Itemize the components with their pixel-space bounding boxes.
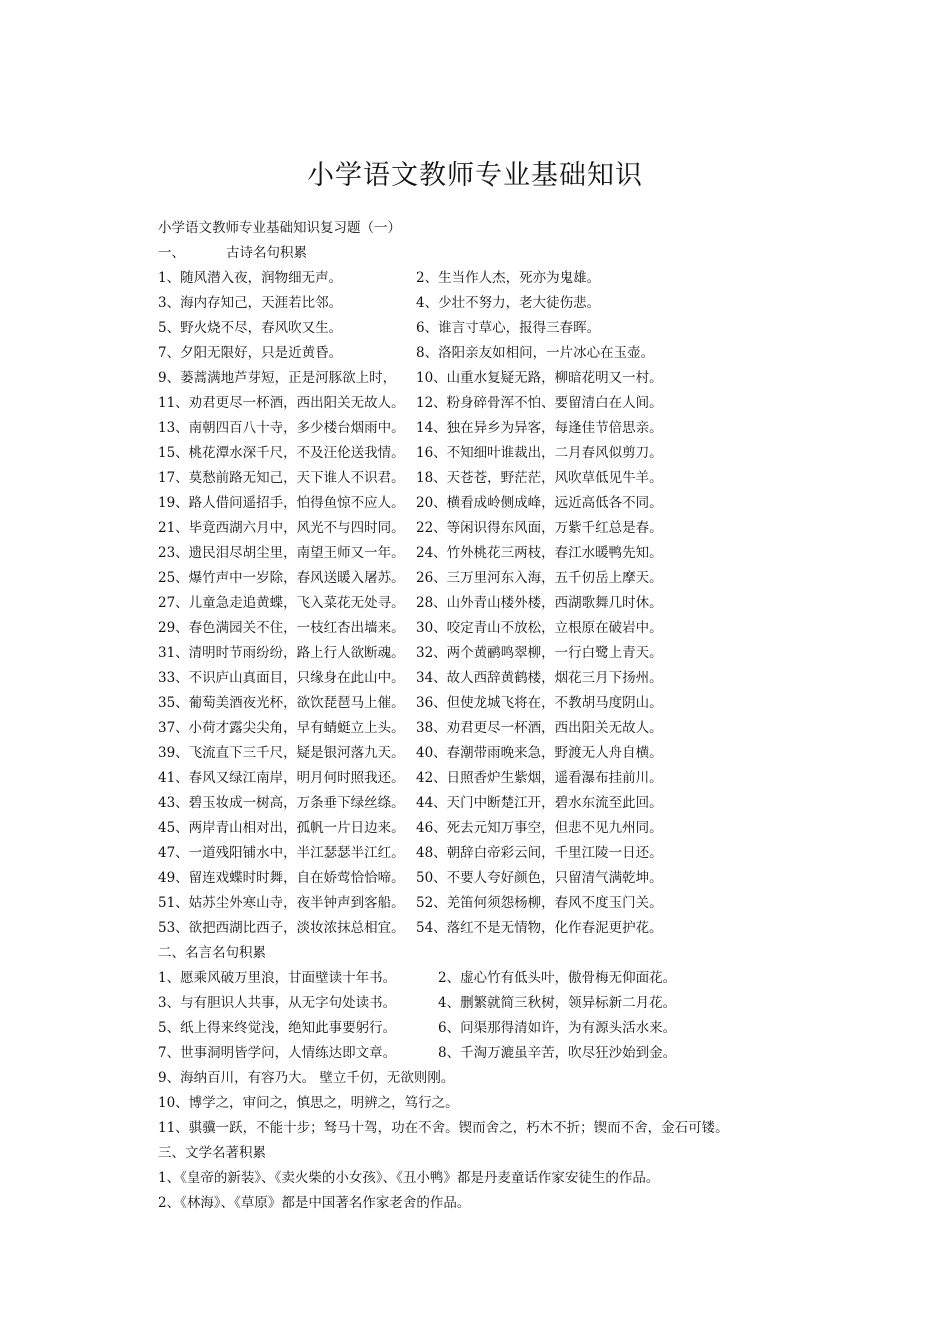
item-right: 40、春潮带雨晚来急，野渡无人舟自横。 (416, 745, 663, 761)
poem-list (158, 266, 918, 941)
item-right: 48、朝辞白帝彩云间，千里江陵一日还。 (416, 845, 663, 861)
item-right: 18、天苍苍，野茫茫，风吹草低见牛羊。 (416, 470, 663, 486)
subtitle: 小学语文教师专业基础知识复习题（一） (158, 220, 401, 236)
item-left: 31、清明时节雨纷纷，路上行人欲断魂。 (158, 645, 405, 661)
list-item (158, 1016, 918, 1041)
list-item (158, 741, 918, 766)
list-item (158, 966, 918, 991)
item-right: 8、千淘万漉虽辛苦，吹尽狂沙始到金。 (438, 1045, 677, 1061)
item-left: 17、莫愁前路无知己，天下谁人不识君。 (158, 470, 405, 486)
item-right: 20、横看成岭侧成峰，远近高低各不同。 (416, 495, 663, 511)
list-item (158, 916, 918, 941)
item-right: 54、落红不是无情物，化作春泥更护花。 (416, 920, 663, 936)
item-right: 46、死去元知万事空，但悲不见九州同。 (416, 820, 663, 836)
item-left: 7、夕阳无限好，只是近黄昏。 (158, 345, 343, 361)
item-right: 16、不知细叶谁裁出，二月春风似剪刀。 (416, 445, 663, 461)
item-right: 6、谁言寸草心，报得三春晖。 (416, 320, 601, 336)
item-left: 37、小荷才露尖尖角，早有蜻蜓立上头。 (158, 720, 405, 736)
item-right: 28、山外青山楼外楼，西湖歌舞几时休。 (416, 595, 663, 611)
list-item (158, 866, 918, 891)
item-right: 2、虚心竹有低头叶，傲骨梅无仰面花。 (438, 970, 677, 986)
classics-list (158, 1166, 918, 1216)
list-item (158, 691, 918, 716)
list-item: 11、骐骥一跃，不能十步；驽马十驾，功在不舍。锲而舍之，朽木不折；锲而不舍，金石可镂。 (158, 1120, 729, 1136)
item-right: 2、生当作人杰，死亦为鬼雄。 (416, 270, 601, 286)
list-item: 9、海纳百川，有容乃大。 壁立千仞，无欲则刚。 (158, 1070, 455, 1086)
list-item (158, 716, 918, 741)
list-item (158, 791, 918, 816)
item-right: 4、删繁就简三秋树，领异标新二月花。 (438, 995, 677, 1011)
document-body (158, 216, 918, 1216)
item-left: 25、爆竹声中一岁除，春风送暖入屠苏。 (158, 570, 405, 586)
list-item (158, 591, 918, 616)
item-right: 12、粉身碎骨浑不怕、要留清白在人间。 (416, 395, 663, 411)
list-item (158, 416, 918, 441)
item-right: 32、两个黄鹂鸣翠柳，一行白鹭上青天。 (416, 645, 663, 661)
item-left: 5、野火烧不尽，春风吹又生。 (158, 320, 343, 336)
section-number: 一、 (158, 245, 185, 261)
list-item: 1、《皇帝的新装》、《卖火柴的小女孩》、《丑小鸭》都是丹麦童话作家安徒生的作品。 (158, 1170, 660, 1186)
item-right: 36、但使龙城飞将在，不教胡马度阴山。 (416, 695, 663, 711)
item-left: 53、欲把西湖比西子，淡妆浓抹总相宜。 (158, 920, 405, 936)
list-item (158, 391, 918, 416)
item-left: 43、碧玉妆成一树高，万条垂下绿丝绦。 (158, 795, 405, 811)
item-right: 14、独在异乡为异客，每逢佳节倍思亲。 (416, 420, 663, 436)
quote-list (158, 966, 918, 1066)
item-right: 4、少壮不努力，老大徒伤悲。 (416, 295, 601, 311)
item-right: 34、故人西辞黄鹤楼，烟花三月下扬州。 (416, 670, 663, 686)
list-item (158, 541, 918, 566)
list-item (158, 766, 918, 791)
list-item (158, 441, 918, 466)
item-left: 51、姑苏尘外寒山寺，夜半钟声到客船。 (158, 895, 405, 911)
item-left: 1、愿乘风破万里浪，甘面壁读十年书。 (158, 970, 397, 986)
item-left: 3、与有胆识人共事，从无字句处读书。 (158, 995, 397, 1011)
item-right: 42、日照香炉生紫烟，遥看瀑布挂前川。 (416, 770, 663, 786)
list-item (158, 566, 918, 591)
list-item (158, 516, 918, 541)
item-left: 7、世事洞明皆学问，人情练达即文章。 (158, 1045, 397, 1061)
list-item (158, 641, 918, 666)
list-item (158, 991, 918, 1016)
list-item (158, 816, 918, 841)
item-left: 13、南朝四百八十寺，多少楼台烟雨中。 (158, 420, 405, 436)
item-right: 38、劝君更尽一杯酒，西出阳关无故人。 (416, 720, 663, 736)
list-item: 10、博学之，审问之，慎思之，明辨之，笃行之。 (158, 1095, 459, 1111)
list-item (158, 616, 918, 641)
list-item (158, 316, 918, 341)
item-left: 39、飞流直下三千尺，疑是银河落九天。 (158, 745, 405, 761)
item-left: 23、遗民泪尽胡尘里，南望王师又一年。 (158, 545, 405, 561)
item-left: 5、纸上得来终觉浅，绝知此事要躬行。 (158, 1020, 397, 1036)
list-item (158, 466, 918, 491)
item-left: 11、劝君更尽一杯酒，西出阳关无故人。 (158, 395, 405, 411)
list-item (158, 1041, 918, 1066)
quote-single-list (158, 1066, 918, 1141)
item-left: 19、路人借问遥招手，怕得鱼惊不应人。 (158, 495, 405, 511)
list-item (158, 366, 918, 391)
item-left: 45、两岸青山相对出，孤帆一片日边来。 (158, 820, 405, 836)
item-left: 29、春色满园关不住，一枝红杏出墙来。 (158, 620, 405, 636)
list-item (158, 891, 918, 916)
item-left: 9、蒌蒿满地芦芽短，正是河豚欲上时， (158, 370, 397, 386)
item-left: 27、儿童急走追黄蝶，飞入菜花无处寻。 (158, 595, 405, 611)
section-heading-poems (158, 241, 918, 266)
list-item (158, 341, 918, 366)
item-left: 41、春风又绿江南岸，明月何时照我还。 (158, 770, 405, 786)
list-item (158, 666, 918, 691)
section-heading-classics: 三、文学名著积累 (158, 1145, 266, 1161)
page-title: 小学语文教师专业基础知识 (307, 160, 643, 191)
item-left: 15、桃花潭水深千尺，不及汪伦送我情。 (158, 445, 405, 461)
section-title: 古诗名句积累 (226, 245, 307, 261)
list-item: 2、《林海》、《草原》都是中国著名作家老舍的作品。 (158, 1195, 471, 1211)
item-right: 6、问渠那得清如许，为有源头活水来。 (438, 1020, 677, 1036)
list-item (158, 841, 918, 866)
list-item (158, 291, 918, 316)
list-item (158, 266, 918, 291)
list-item (158, 491, 918, 516)
item-right: 10、山重水复疑无路，柳暗花明又一村。 (416, 370, 663, 386)
item-left: 35、葡萄美酒夜光杯，欲饮琵琶马上催。 (158, 695, 405, 711)
item-right: 52、羌笛何须怨杨柳，春风不度玉门关。 (416, 895, 663, 911)
item-right: 22、等闲识得东风面，万紫千红总是春。 (416, 520, 663, 536)
item-right: 30、咬定青山不放松，立根原在破岩中。 (416, 620, 663, 636)
item-right: 8、洛阳亲友如相问，一片冰心在玉壶。 (416, 345, 655, 361)
item-right: 50、不要人夸好颜色，只留清气满乾坤。 (416, 870, 663, 886)
item-left: 1、随风潜入夜，润物细无声。 (158, 270, 343, 286)
item-right: 44、天门中断楚江开，碧水东流至此回。 (416, 795, 663, 811)
item-left: 21、毕竟西湖六月中，风光不与四时同。 (158, 520, 405, 536)
item-left: 3、海内存知己，天涯若比邻。 (158, 295, 343, 311)
item-right: 24、竹外桃花三两枝，春江水暖鸭先知。 (416, 545, 663, 561)
section-heading-quotes: 二、名言名句积累 (158, 945, 266, 961)
item-left: 47、一道残阳铺水中，半江瑟瑟半江红。 (158, 845, 405, 861)
item-left: 49、留连戏蝶时时舞，自在娇莺恰恰啼。 (158, 870, 405, 886)
item-left: 33、不识庐山真面目，只缘身在此山中。 (158, 670, 405, 686)
item-right: 26、三万里河东入海，五千仞岳上摩天。 (416, 570, 663, 586)
